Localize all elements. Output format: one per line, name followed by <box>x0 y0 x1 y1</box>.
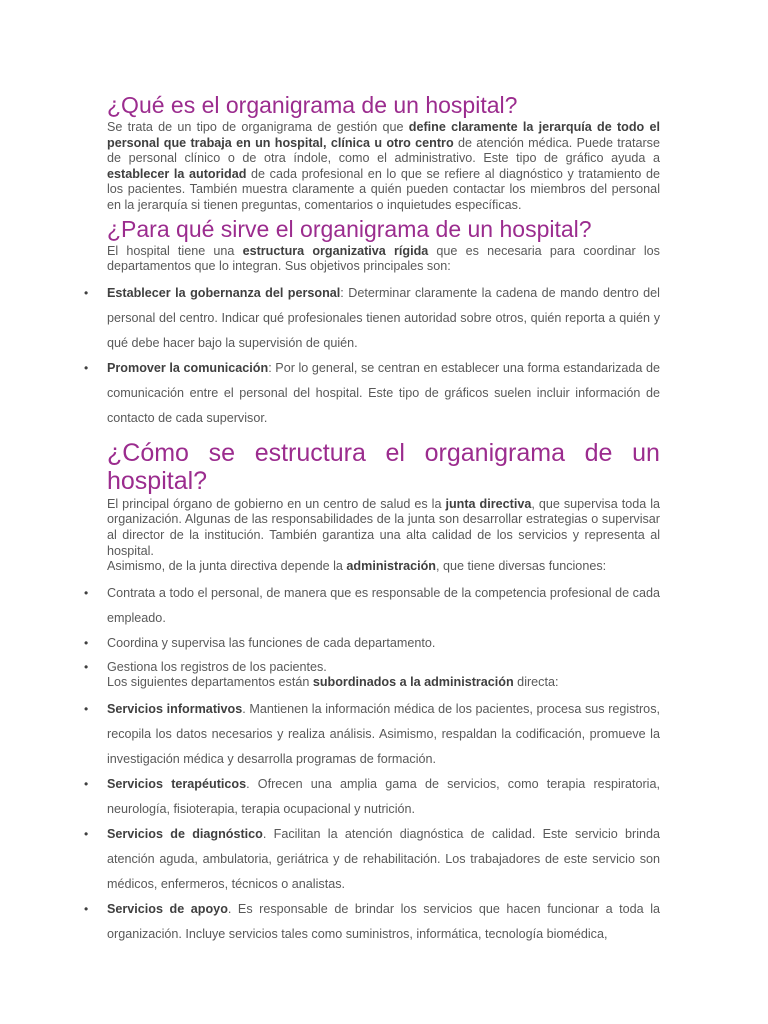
bold-span: administración <box>346 559 436 574</box>
text-span: . Es responsable de brindar los servicios que hacen funcionar a toda la organización. Incluye servicios tales como suministros, informática, tecnología biomédica, <box>107 901 660 941</box>
bullet-icon: • <box>84 826 89 841</box>
text-span: . Mantienen la información médica de los pacientes, procesa sus registros, recopila los datos necesarios y realiza análisis. Asimismo, respaldan la codificación, promueve la investigación médica y desarrolla programas de formación. <box>107 701 660 766</box>
bold-span: establecer la autoridad <box>107 166 247 181</box>
paragraph-administracion <box>107 559 660 575</box>
heading-line-2: hospital? <box>107 466 208 495</box>
text-span: Gestiona los registros de los pacientes. <box>107 659 327 674</box>
list-item <box>84 822 661 897</box>
admin-functions-list <box>84 581 660 676</box>
heading-para-que-sirve: ¿Para qué sirve el organigrama de un hospital? <box>107 215 592 242</box>
heading-word: se <box>208 438 236 467</box>
bullet-icon: • <box>84 285 89 300</box>
bold-span: Promover la comunicación <box>107 360 269 375</box>
text-span: directa: <box>513 675 559 690</box>
bullet-icon: • <box>84 701 89 716</box>
text-span: , que tiene diversas funciones: <box>436 559 607 574</box>
objectives-list <box>84 281 660 431</box>
text-span: El hospital tiene una <box>107 243 243 258</box>
heading-line-1 <box>107 439 660 467</box>
heading-word: organigrama <box>424 438 565 467</box>
text-span: , que supervisa toda la organización. Algunas de las responsabilidades de la junta son desarrollar estrategias o supervisar al director de la institución. También garantiza una alta calidad de los servicios y representa al hospital. <box>107 496 661 558</box>
list-item <box>84 581 660 631</box>
text-span: . Ofrecen una amplia gama de servicios, como terapia respiratoria, neurología, fisioterapia, terapia ocupacional y nutrición. <box>107 776 660 816</box>
list-item <box>84 631 660 656</box>
heading-word: un <box>632 438 660 467</box>
paragraph-subordinados <box>107 675 660 691</box>
text-span: Asimismo, de la junta directiva depende la <box>107 559 347 574</box>
list-item <box>84 897 660 947</box>
heading-word: el <box>385 438 405 467</box>
text-span: Se trata de un tipo de organigrama de gestión que <box>107 120 409 134</box>
list-item <box>84 659 660 676</box>
text-span: de atención médica. Puede tratarse de personal clínico o de otra índole, como el administrativo. Este tipo de gráfico ayuda a <box>107 135 660 166</box>
text-span: Los siguientes departamentos están <box>107 675 313 690</box>
bold-span: define claramente la jerarquía de todo el personal que trabaja en un hospital, clínica u otro centro <box>107 120 660 150</box>
text-span: El principal órgano de gobierno en un centro de salud es la <box>107 496 446 511</box>
departments-list <box>84 697 661 947</box>
bullet-icon: • <box>84 585 89 600</box>
bullet-icon: • <box>84 776 89 791</box>
bullet-icon: • <box>84 360 89 375</box>
heading-word: de <box>584 438 613 467</box>
text-span: : Determinar claramente la cadena de mando dentro del personal del centro. Indicar qué profesionales tienen autoridad sobre otros, quién reporta a quién y qué debe hacer bajo la supervisión de quién. <box>107 285 660 350</box>
bold-span: junta directiva <box>445 496 532 511</box>
bold-span: Servicios informativos <box>107 701 243 716</box>
text-span: de cada profesional en lo que se refiere al diagnóstico y tratamiento de los pacientes. También muestra claramente a quién pueden contactar los miembros del personal en la jerarquía si tienen preguntas, comentarios o inquietudes específicas. <box>107 166 660 212</box>
list-item <box>84 772 660 822</box>
bold-span: Servicios de diagnóstico <box>107 826 263 841</box>
paragraph-para-que-sirve <box>107 244 660 275</box>
bold-span: estructura organizativa rígida <box>242 243 429 258</box>
text-span: Coordina y supervisa las funciones de cada departamento. <box>107 635 436 650</box>
text-span: Contrata a todo el personal, de manera que es responsable de la competencia profesional de cada empleado. <box>107 585 660 625</box>
bullet-icon: • <box>84 659 89 674</box>
list-item <box>84 697 660 772</box>
heading-word: ¿Cómo <box>107 438 189 467</box>
heading-como-se-estructura <box>107 439 660 495</box>
bullet-icon: • <box>84 901 89 916</box>
bold-span: Servicios terapéuticos <box>107 776 247 791</box>
heading-que-es: ¿Qué es el organigrama de un hospital? <box>107 92 518 118</box>
paragraph-junta-directiva <box>107 497 660 559</box>
heading-word: estructura <box>254 438 366 467</box>
bold-span: Establecer la gobernanza del personal <box>107 285 341 300</box>
bold-span: Servicios de apoyo <box>107 901 228 916</box>
bold-span: subordinados a la administración <box>312 675 514 690</box>
text-span: . Facilitan la atención diagnóstica de calidad. Este servicio brinda atención aguda, ambulatoria, geriátrica y de rehabilitación. Los trabajadores de este servicio son médicos, enfermeros, técnicos o analistas. <box>107 826 661 891</box>
list-item <box>84 281 660 356</box>
paragraph-que-es <box>107 120 660 214</box>
text-span: que es necesaria para coordinar los departamentos que lo integran. Sus objetivos principales son: <box>107 243 660 274</box>
list-item <box>84 356 660 431</box>
document-content <box>84 90 661 947</box>
bullet-icon: • <box>84 635 89 650</box>
text-span: : Por lo general, se centran en establecer una forma estandarizada de comunicación entre el personal del hospital. Este tipo de gráficos suelen incluir información de contacto de cada supervisor. <box>107 360 660 425</box>
